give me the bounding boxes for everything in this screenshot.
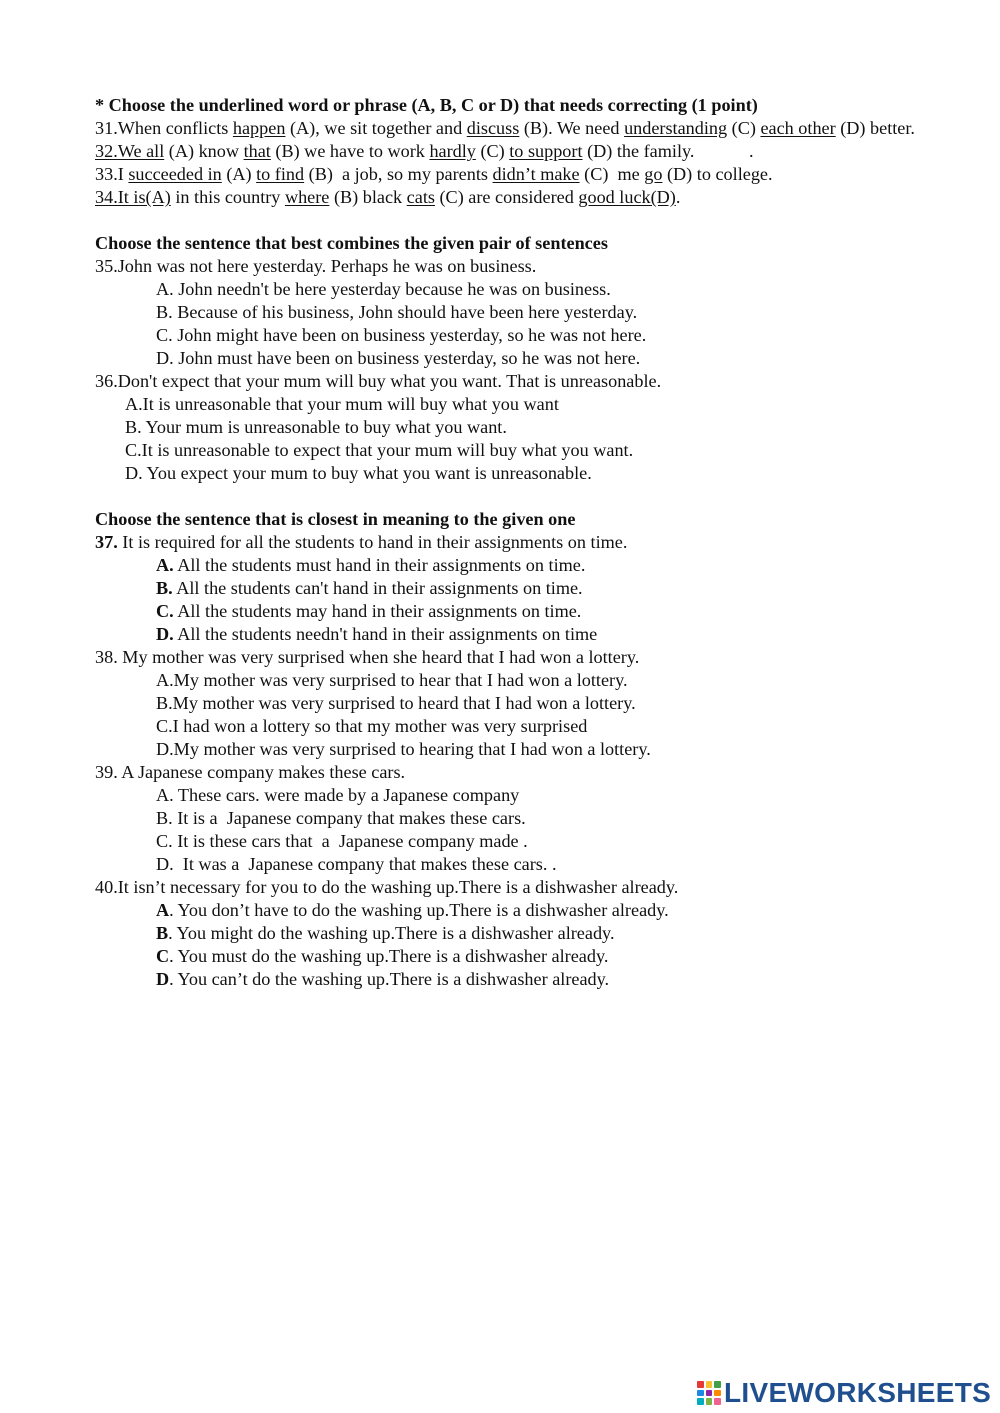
logo-square [697, 1381, 704, 1388]
option: B.My mother was very surprised to heard that I had won a lottery. [156, 693, 636, 713]
option: C. John might have been on business yesterday, so he was not here. [156, 325, 647, 345]
underlined-option-c: cats [406, 187, 435, 207]
option: C. All the students may hand in their assignments on time. [156, 601, 582, 621]
underlined-option-b: discuss [466, 118, 520, 138]
underlined-option-d: go [644, 164, 663, 184]
underlined-option-a: happen [232, 118, 286, 138]
option: B. Because of his business, John should have been here yesterday. [156, 302, 638, 322]
underlined-option-c: hardly [429, 141, 476, 161]
underlined-option-d: each other [760, 118, 836, 138]
section2-heading: Choose the sentence that best combines the given pair of sentences [95, 233, 608, 253]
option: D. You can’t do the washing up.There is a dishwasher already. [156, 969, 610, 989]
option: C.I had won a lottery so that my mother was very surprised [156, 716, 588, 736]
logo-square [706, 1381, 713, 1388]
question-40-stem: 40.It isn’t necessary for you to do the washing up.There is a dishwasher already. [95, 877, 679, 897]
underlined-option-b: where [284, 187, 330, 207]
option: D. All the students needn't hand in their assignments on time [156, 624, 598, 644]
logo-grid-icon [697, 1381, 721, 1405]
question-34: 34.It is(A) in this country where (B) black cats (C) are considered good luck(D). [95, 187, 681, 207]
option: B. All the students can't hand in their assignments on time. [156, 578, 583, 598]
option: A. You don’t have to do the washing up.There is a dishwasher already. [156, 900, 669, 920]
logo-square [706, 1390, 713, 1397]
underlined-option-a: succeeded in [128, 164, 222, 184]
question-38-stem: 38. My mother was very surprised when she heard that I had won a lottery. [95, 647, 640, 667]
liveworksheets-logo [697, 1378, 991, 1408]
question-37-stem: 37. It is required for all the students to hand in their assignments on time. [95, 532, 628, 552]
section1-heading: * Choose the underlined word or phrase (A, B, C or D) that needs correcting (1 point) [95, 95, 758, 115]
underlined-option-b: that [243, 141, 271, 161]
logo-square [697, 1390, 704, 1397]
underlined-option-d: to support [509, 141, 583, 161]
underlined-option-a: 32.We all [95, 141, 165, 161]
option: D. You expect your mum to buy what you want is unreasonable. [125, 463, 592, 483]
option: D. It was a Japanese company that makes these cars. . [156, 854, 557, 874]
logo-square [697, 1398, 704, 1405]
question-33: 33.I succeeded in (A) to find (B) a job, so my parents didn’t make (C) me go (D) to college. [95, 164, 773, 184]
logo-square [706, 1398, 713, 1405]
underlined-option-b: to find [256, 164, 305, 184]
spacer [95, 209, 935, 232]
logo-square [714, 1390, 721, 1397]
section3-heading: Choose the sentence that is closest in meaning to the given one [95, 509, 576, 529]
question-36-stem: 36.Don't expect that your mum will buy what you want. That is unreasonable. [95, 371, 662, 391]
underlined-option-a: 34.It is(A) [95, 187, 171, 207]
option: C. It is these cars that a Japanese company made . [156, 831, 528, 851]
question-39-stem: 39. A Japanese company makes these cars. [95, 762, 406, 782]
underlined-option-d: good luck(D) [578, 187, 676, 207]
question-35-stem: 35.John was not here yesterday. Perhaps he was on business. [95, 256, 537, 276]
logo-square [714, 1381, 721, 1388]
option: B. You might do the washing up.There is a dishwasher already. [156, 923, 615, 943]
option: B. It is a Japanese company that makes these cars. [156, 808, 526, 828]
option: A. All the students must hand in their assignments on time. [156, 555, 586, 575]
option: B. Your mum is unreasonable to buy what you want. [125, 417, 507, 437]
worksheet [95, 94, 935, 991]
brand-name: LIVEWORKSHEETS [724, 1377, 992, 1408]
option: A.My mother was very surprised to hear that I had won a lottery. [156, 670, 628, 690]
underlined-option-c: didn’t make [492, 164, 580, 184]
option: A. These cars. were made by a Japanese company [156, 785, 520, 805]
question-31: 31.When conflicts happen (A), we sit together and discuss (B). We need understanding (C) each other (D) better. [95, 118, 915, 138]
option: A.It is unreasonable that your mum will buy what you want [125, 394, 559, 414]
question-32: 32.We all (A) know that (B) we have to work hardly (C) to support (D) the family. . [95, 141, 754, 161]
logo-square [714, 1398, 721, 1405]
spacer [95, 485, 935, 508]
option: D.My mother was very surprised to hearing that I had won a lottery. [156, 739, 651, 759]
option: C. You must do the washing up.There is a dishwasher already. [156, 946, 609, 966]
option: C.It is unreasonable to expect that your mum will buy what you want. [125, 440, 634, 460]
option: A. John needn't be here yesterday because he was on business. [156, 279, 611, 299]
option: D. John must have been on business yesterday, so he was not here. [156, 348, 641, 368]
underlined-option-c: understanding [624, 118, 728, 138]
